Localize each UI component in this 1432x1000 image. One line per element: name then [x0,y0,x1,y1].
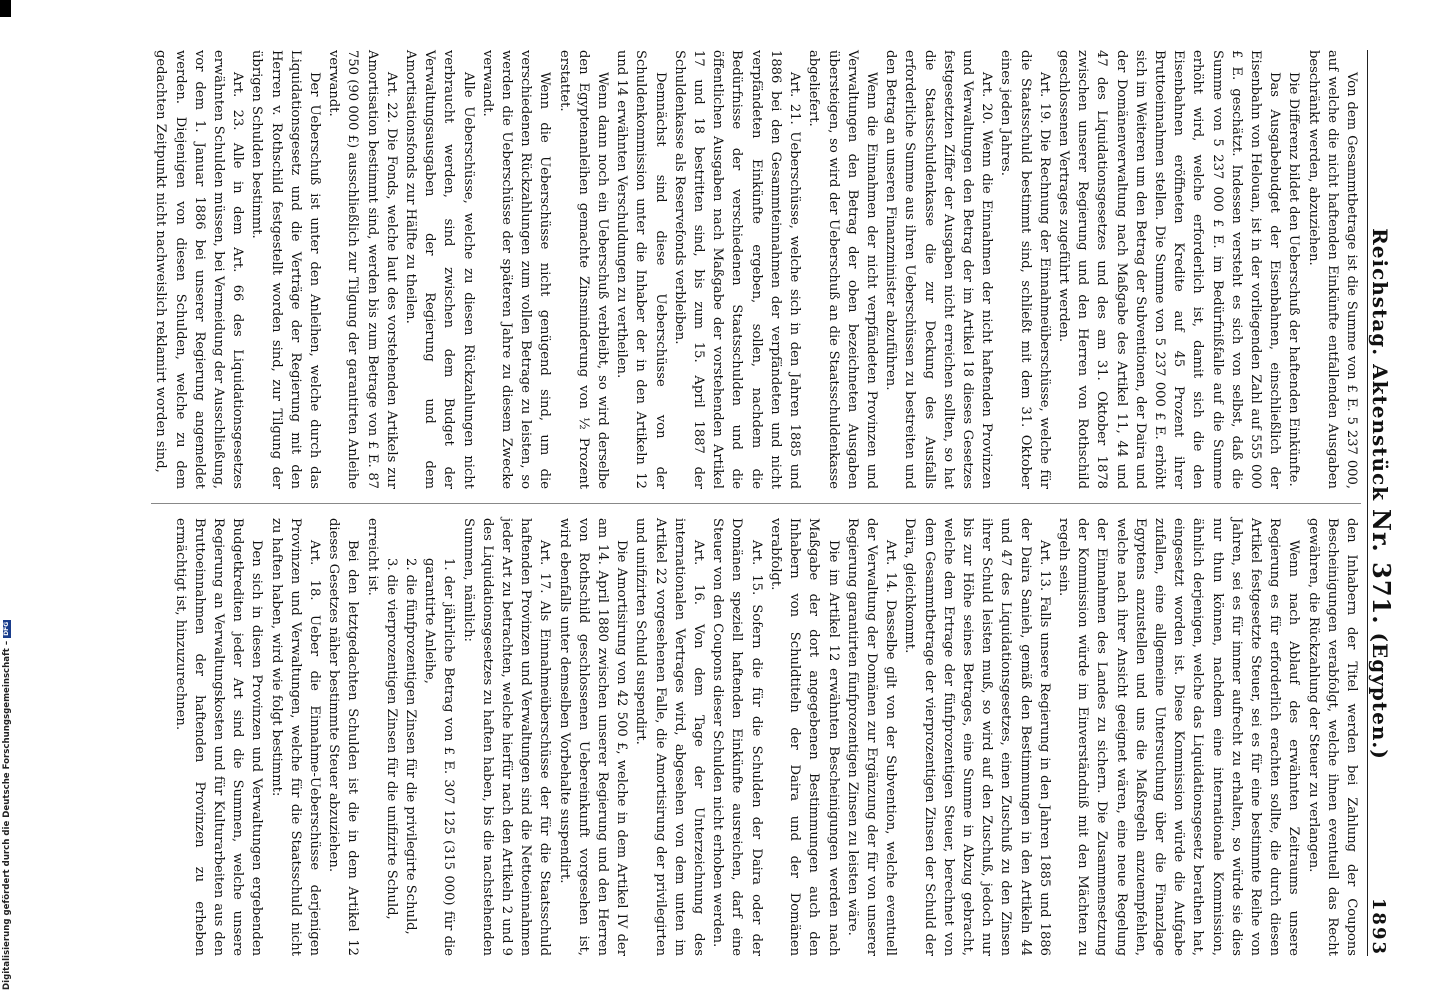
paragraph: den Inhabern der Titel werden bei Zahlung der Coupons Bescheinigungen verabfolgt, welche ihnen eventuell das Recht gewähren, die Rückzahlung der Steuer zu verlangen. [1305,518,1359,956]
running-head-title: Reichstag. Aktenstück [1368,228,1392,502]
document-number: Nr. 371. [1367,509,1396,625]
digitization-credit [2,620,12,990]
paragraph: Art. 16. Von dem Tage der Unterzeichnung des internationalen Vertrages wird, abgesehen von dem unten im Artikel 22 vorgesehenen Falle, die Amortisirung der privilegirten und unifizirten Schuld suspendirt. [633,518,707,956]
paragraph: Das Ausgabebudget der Eisenbahnen, einschließlich der Eisenbahn von Helouan, ist in der vorliegenden Zahl auf 555 000 £ E. geschätzt. Indessen versteht es sich von selbst, daß die Summe von 5 237 000 £ E. im Bedürfnißfalle auf die Summe erhöht wird, welche erforderlich ist, damit sich die den Eisenbahnen eröffneten Kredite auf 45 Prozent ihrer Bruttoeinnahmen stellen. Die Summe von 5 237 000 £ E. erhöht sich im Weiteren um den Betrag der Subventionen, der Daira und der Domänenverwaltung nach Maßgabe des Artikel 11, 44 und 47 des Liquidationsgesetzes und des am 31. Oktober 1878 zwischen unserer Regierung und den Herren von Rothschild geschlossenen Vertrages zugeführt werden. [1055,50,1283,489]
paragraph: Art. 17. Als Einnahmeüberschüsse der für die Staatsschuld haftenden Provinzen und Verwaltungen sind die Nettoeinnahmen jeder Art zu betrachten, welche hierfür nach den Artikeln 2 und 9 des Liquidationsgesetzes zu haften haben, bis die nachstehenden Summen, nämlich: [460,518,553,956]
right-text-column [151,503,1361,956]
paragraph: erreicht ist. [364,518,380,596]
credit-text: Digitalisierung gefördert durch die Deutsche Forschungsgemeinschaft – [2,640,12,990]
paragraph: Die Differenz bildet den Ueberschuß der haftenden Einkünfte. [1286,72,1302,487]
paragraph: Die Amortisirung von 42 500 £, welche in dem Artikel IV der am 14. April 1880 zwischen unserer Regierung und den Herren von Rothschild geschlossenen Uebereinkunft vorgesehen ist, wird ebenfalls unter demselben Vorbehalte suspendirt. [556,518,630,956]
paragraph: Art. 19. Die Rechnung der Einnahmeüberschüsse, welche für die Staatsschuld bestimmt sind, schließt mit dem 31. Oktober eines jeden Jahres. [998,50,1052,489]
paragraph: Von dem Gesammtbetrage ist die Summe von £ E. 5 237 000, auf welche die nicht haftenden Einkünfte entfallenden Ausgaben beschränkt werden, abzuziehen. [1305,50,1359,489]
paragraph: 2. die fünfprozentigen Zinsen für die privilegirte Schuld, [403,558,419,935]
paragraph: Den sich in diesen Provinzen und Verwaltungen ergebenden Budgetkrediten jeder Art sind die Summen, welche unsere Regierung an Verwaltungskosten und für Kulturarbeiten aus den Bruttoeinnahmen der haftenden Provinzen zu erheben ermächtigt ist, hinzuzurechnen. [172,518,265,956]
paragraph: Art. 13. Falls unsere Regierung in den Jahren 1885 und 1886 der Daira Sanieh, gemäß den Bestimmungen in den Artikeln 44 und 47 des Liquidationsgesetzes, einen Zuschuß zu den Zinsen ihrer Schuld leisten muß, so wird auf den Zuschuß, jedoch nur bis zur Höhe seines Betrages, eine Summe in Abzug gebracht, welche dem Ertrage der fünfprozentigen Steuer, berechnet von dem Gesammtbetrage der vierprozentigen Zinsen der Schuld der Daira, gleichkommt. [902,518,1052,956]
paragraph: 3. die vierprozentigen Zinsen für die unifizirte Schuld, [383,558,399,920]
running-head [1367,228,1396,760]
paragraph: Art. 23. Alle in dem Art. 66 des Liquidationsgesetzes erwähnten Schulden müssen, bei Vermeidung der Ausschließung, vor dem 1. Januar 1886 bei unserer Regierung angemeldet werden. Diejenigen von diesen Schulden, welche zu dem gedachten Zeitpunkt nicht nachweislich reklamirt worden sind, [153,50,246,489]
paragraph: Alle Ueberschüsse, welche zu diesen Rückzahlungen nicht verbraucht werden, sind zwischen dem Budget der Verwaltungsausgaben der Regierung und dem Amortisationsfonds zur Hälfte zu theilen. [403,50,476,489]
page-header [1367,50,1396,956]
rotated-document-page [88,6,1400,986]
text-columns [151,50,1361,956]
paragraph: Der Ueberschuß ist unter den Anleihen, welche durch das Liquidationsgesetz und die Verträge der Regierung mit den Herren v. Rothschild festgestellt worden sind, zur Tilgung der übrigen Schulden bestimmt. [249,50,323,489]
scan-corner-mark [0,0,11,17]
paragraph: 1. der jährliche Betrag von £ E. 307 125 (315 000) für die garantirte Anleihe, [422,558,457,956]
running-head-suffix: (Egypten.) [1368,632,1392,760]
paragraph: Wenn die Einnahmen der nicht verpfändeten Provinzen und Verwaltungen den Betrag der oben bezeichneten Ausgaben übersteigen, so wird der Ueberschuß an die Staatsschuldenkasse abgeliefert. [806,50,879,489]
dfg-logo-icon: DFG [2,621,10,636]
paragraph: Art. 21. Ueberschüsse, welche sich in den Jahren 1885 und 1886 bei den Gesammteinnahmen der verpfändeten und nicht verpfändeten Einkünfte ergeben, sollen, nachdem die Bedürfnisse der verschiedenen Staatsschulden und die öffentlichen Ausgaben nach Maßgabe der vorstehenden Artikel 17 und 18 bestritten sind, bis zum 15. April 1887 der Schuldenkasse als Reservefonds verbleiben. [671,50,803,489]
paragraph: Art. 20. Wenn die Einnahmen der nicht haftenden Provinzen und Verwaltungen den Betrag der im Artikel 18 dieses Gesetzes festgesetzten Ziffer der Ausgaben nicht erreichen sollten, so hat die Staatsschuldenkasse die zur Deckung des Ausfalls erforderliche Summe aus ihren Ueberschüssen zu bestreiten und den Betrag an unseren Finanzminister abzuführen. [883,50,995,489]
paragraph: Art. 18. Ueber die Einnahme-Ueberschüsse derjenigen Provinzen und Verwaltungen, welche für die Staatsschuld nicht zu haften haben, wird wie folgt bestimmt: [268,518,323,956]
paragraph: Art. 22. Die Fonds, welche laut des vorstehenden Artikels zur Amortisation bestimmt sind, werden bis zum Betrage von £ E. 87 750 (90 000 £) ausschließlich zur Tilgung der garantirten Anleihe verwandt. [326,50,399,489]
paragraph: Die im Artikel 12 erwähnten Bescheinigungen werden nach Maßgabe der dort angegebenen Bestimmungen auch den Inhabern von Schuldtiteln der Daira und der Domänen verabfolgt. [767,518,841,956]
paragraph: Bei den letztgedachten Schulden ist die in dem Artikel 12 dieses Gesetzes näher bestimmte Steuer abzuziehen. [326,518,361,956]
paragraph: Art. 14. Dasselbe gilt von der Subvention, welche eventuell der Verwaltung der Domänen zur Ergänzung der für von unserer Regierung garantirten fünfprozentigen Zinsen zu leisten wäre. [844,518,899,956]
paragraph: Art. 15. Sofern die für die Schulden der Daira oder der Domänen speziell haftenden Einkünfte ausreichen, darf eine Steuer von den Coupons dieser Schulden nicht erhoben werden. [710,518,764,956]
paragraph: Demnächst sind diese Ueberschüsse von der Schuldenkommission unter die Inhaber der in den Artikeln 12 und 14 erwähnten Verschuldungen zu vertheilen. [614,50,668,489]
page-number: 1893 [1368,897,1389,956]
left-text-column [151,50,1361,503]
paragraph: Wenn die Ueberschüsse nicht genügend sind, um die verschiedenen Rückzahlungen zum vollen Betrage zu leisten, so werden die Ueberschüsse der späteren Jahre zu diesem Zwecke verwandt. [479,50,553,489]
paragraph: Wenn dann noch ein Ueberschuß verbleibt, so wird derselbe den Egyptenanleihen gemachte Zinsminderung von ½ Prozent erstattet. [556,50,611,489]
paragraph: Wenn nach Ablauf des erwähnten Zeitraums unsere Regierung es für erforderlich erachten sollte, die durch diesen Artikel festgesetzte Steuer, sei es für eine bestimmte Reihe von Jahren, sei es für immer aufrecht zu erhalten, so würde sie dies nur thun können, nachdem eine internationale Kommission, ähnlich derjenigen, welche das Liquidationsgesetz berathen hat, eingesetzt worden ist. Diese Kommission würde die Aufgabe zufallen, eine allgemeine Untersuchung über die Finanzlage Egyptens anzustellen und uns die Maßregeln anzuempfehlen, welche nach ihrer Ansicht geeignet wären, eine neue Regelung der Einnahmen des Landes zu sichern. Die Zusammensetzung der Kommission würde im Einverständniß mit den Mächten zu regeln sein. [1055,518,1302,956]
